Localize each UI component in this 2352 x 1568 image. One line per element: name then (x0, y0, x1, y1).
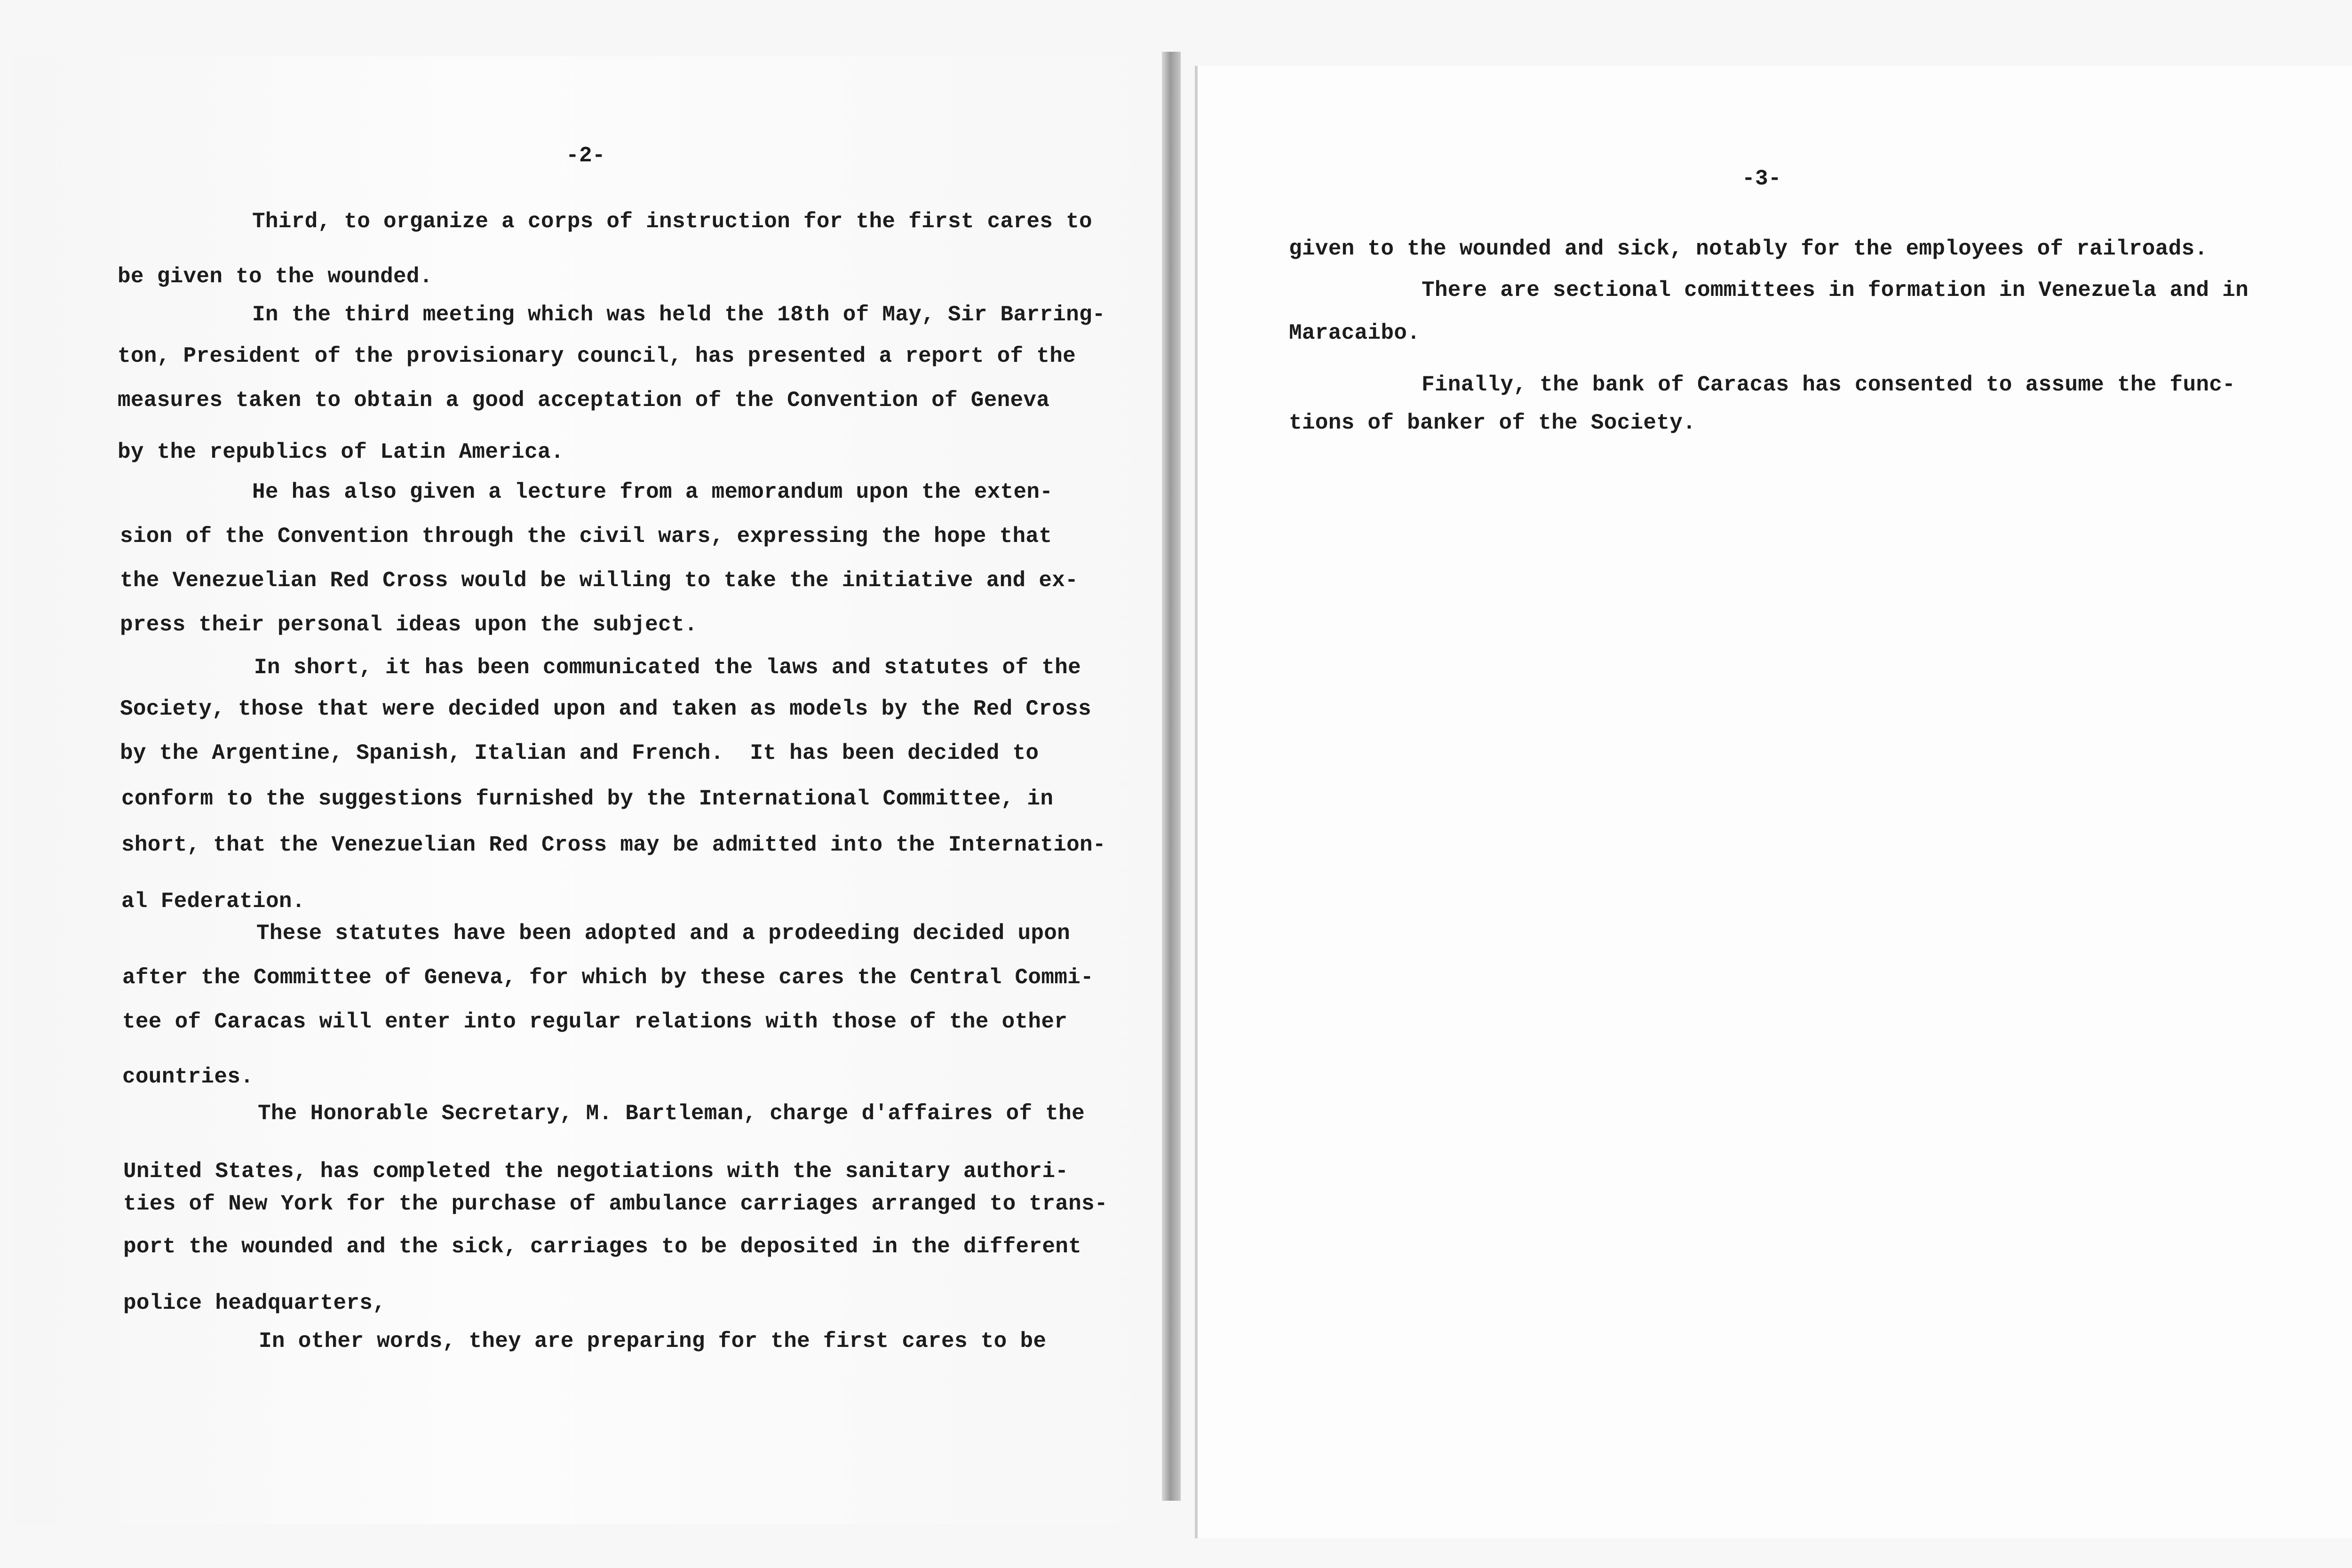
text-line: tions of banker of the Society. (1289, 411, 1696, 435)
text-line: be given to the wounded. (118, 264, 433, 289)
text-line: after the Committee of Geneva, for which by these cares the Central Commi- (122, 965, 1094, 990)
text-line: Maracaibo. (1289, 321, 1421, 345)
page-number: -2- (566, 143, 605, 168)
page-gutter-shadow (1162, 52, 1181, 1501)
text-line: al Federation. (121, 889, 305, 914)
text-line: press their personal ideas upon the subject. (120, 613, 698, 637)
text-line: the Venezuelian Red Cross would be willing to take the initiative and ex- (120, 568, 1079, 593)
text-line: tee of Caracas will enter into regular relations with those of the other (122, 1010, 1068, 1034)
page-number: -3- (1742, 167, 1781, 191)
text-line: These statutes have been adopted and a prodeeding decided upon (256, 921, 1071, 946)
text-line: given to the wounded and sick, notably for the employees of railroads. (1289, 237, 2208, 261)
text-line: Society, those that were decided upon and taken as models by the Red Cross (120, 697, 1091, 721)
text-line: conform to the suggestions furnished by the International Committee, in (121, 787, 1054, 811)
text-line: There are sectional committees in formation in Venezuela and in (1422, 278, 2249, 302)
text-line: ties of New York for the purchase of ambulance carriages arranged to trans- (123, 1192, 1108, 1216)
text-line: United States, has completed the negotiations with the sanitary authori- (123, 1159, 1069, 1184)
text-line: police headquarters, (123, 1291, 386, 1315)
text-line: In short, it has been communicated the laws and statutes of the (254, 655, 1081, 680)
text-line: Third, to organize a corps of instruction for the first cares to (252, 209, 1092, 234)
text-line: Finally, the bank of Caracas has consented to assume the func- (1422, 373, 2236, 397)
text-line: sion of the Convention through the civil wars, expressing the hope that (120, 524, 1052, 549)
text-line: In the third meeting which was held the 18th of May, Sir Barring- (252, 302, 1105, 327)
text-line: by the Argentine, Spanish, Italian and French. It has been decided to (120, 741, 1039, 765)
text-line: port the wounded and the sick, carriages to be deposited in the different (123, 1234, 1082, 1259)
text-line: The Honorable Secretary, M. Bartleman, charge d'affaires of the (258, 1101, 1085, 1126)
text-line: measures taken to obtain a good acceptation of the Convention of Geneva (118, 388, 1050, 413)
text-line: He has also given a lecture from a memorandum upon the exten- (252, 480, 1053, 504)
text-line: countries. (122, 1065, 254, 1089)
text-line: short, that the Venezuelian Red Cross may be admitted into the Internation- (121, 833, 1106, 857)
text-line: by the republics of Latin America. (118, 440, 564, 464)
text-line: In other words, they are preparing for the first cares to be (259, 1329, 1047, 1353)
text-line: ton, President of the provisionary council, has presented a report of the (118, 344, 1076, 368)
